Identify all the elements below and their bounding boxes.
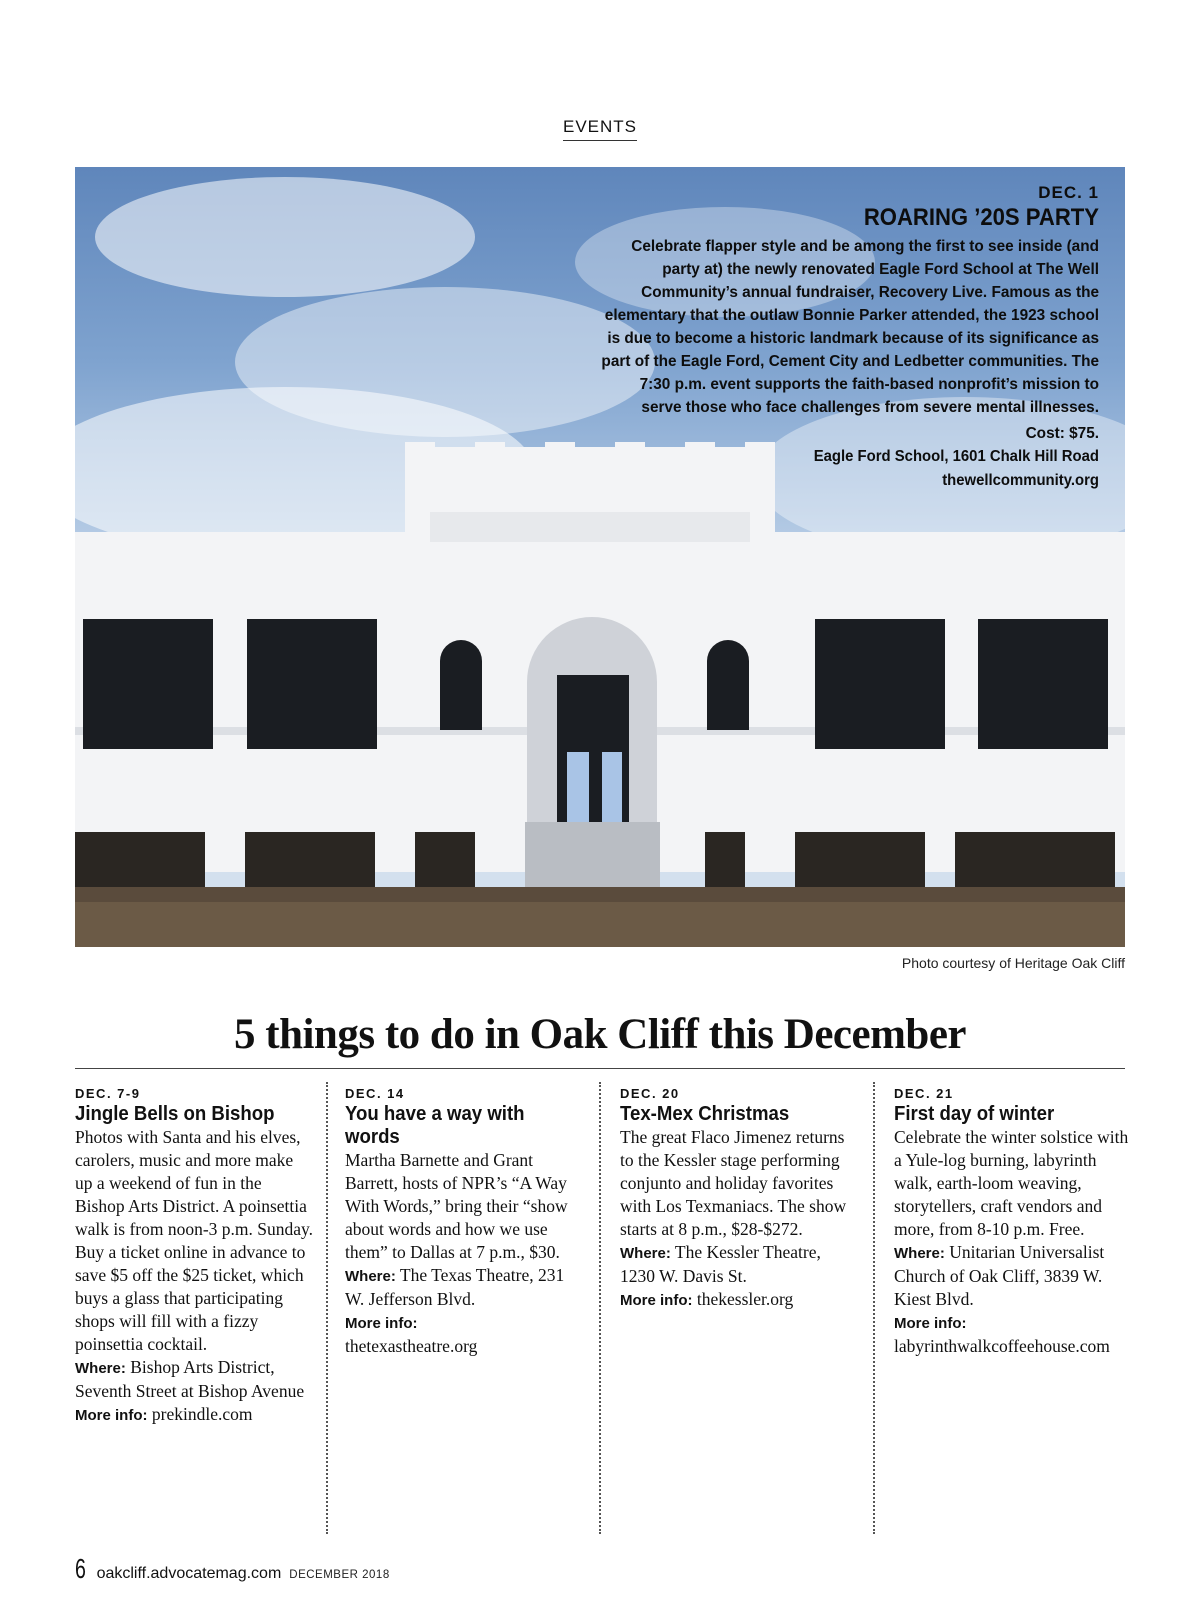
where-label: Where: bbox=[620, 1245, 671, 1262]
event-location: Bishop Arts District, Seventh Street at Bishop Avenue bbox=[75, 1357, 305, 1401]
event-website: prekindle.com bbox=[151, 1404, 253, 1424]
event-description: Photos with Santa and his elves, carolers, music and more make up a weekend of fun in the Bishop Arts District. A poinsettia walk is from noon-3 p.m. Sunday. Buy a ticket online in advance to save $5 off the $25 ticket, which buys a glass that participating shops will fill with a fizzy poinsettia cocktail. bbox=[75, 1127, 314, 1354]
event-date: DEC. 14 bbox=[345, 1086, 405, 1101]
page-number: 6 bbox=[75, 1553, 86, 1584]
event-date: DEC. 21 bbox=[894, 1086, 954, 1101]
event-date: DEC. 7-9 bbox=[75, 1086, 141, 1101]
event-website: thekessler.org bbox=[696, 1289, 794, 1309]
event-title: Tex-Mex Christmas bbox=[620, 1103, 790, 1125]
column-divider bbox=[873, 1082, 875, 1534]
featured-event-title: ROARING ’20S PARTY bbox=[863, 204, 1099, 231]
where-label: Where: bbox=[75, 1360, 126, 1377]
featured-event-website: thewellcommunity.org bbox=[942, 472, 1099, 489]
event-title: Jingle Bells on Bishop bbox=[75, 1103, 275, 1125]
featured-event-date: DEC. 1 bbox=[1038, 183, 1099, 202]
featured-event-location: Eagle Ford School, 1601 Chalk Hill Road bbox=[813, 448, 1099, 465]
where-label: Where: bbox=[345, 1268, 396, 1285]
event-description: Celebrate the winter solstice with a Yule-log burning, labyrinth walk, earth-loom weaving, storytellers, craft vendors and more, from 8-10 p.m. Free. bbox=[894, 1127, 1129, 1239]
column-divider bbox=[326, 1082, 328, 1534]
event-date: DEC. 20 bbox=[620, 1086, 680, 1101]
event-item bbox=[620, 1086, 858, 1312]
event-website: labyrinthwalkcoffeehouse.com bbox=[894, 1336, 1110, 1356]
info-label: More info: bbox=[894, 1315, 967, 1332]
section-label: EVENTS bbox=[0, 117, 1200, 141]
featured-event-cost: Cost: $75. bbox=[1025, 425, 1099, 442]
info-label: More info: bbox=[620, 1292, 693, 1309]
page-footer bbox=[75, 1553, 390, 1585]
event-location: Unitarian Universalist Church of Oak Cliff, 3839 W. Kiest Blvd. bbox=[894, 1242, 1105, 1309]
event-title: First day of winter bbox=[894, 1103, 1055, 1125]
footer-site: oakcliff.advocatemag.com bbox=[96, 1565, 282, 1582]
featured-event bbox=[579, 183, 1099, 493]
featured-event-description: Celebrate flapper style and be among the first to see inside (and party at) the newly renovated Eagle Ford School at The Well Community’s annual fundraiser, Recovery Live. Famous as the elementary that the outlaw Bonnie Parker attended, the 1923 school is due to become a historic landmark because of its significance as part of the Eagle Ford, Cement City and Ledbetter communities. The 7:30 p.m. event supports the faith-based nonprofit’s mission to serve those who face challenges from severe mental illnesses. bbox=[601, 238, 1099, 416]
info-label: More info: bbox=[345, 1315, 418, 1332]
event-website: thetexastheatre.org bbox=[345, 1336, 478, 1356]
where-label: Where: bbox=[894, 1245, 945, 1262]
event-item bbox=[75, 1086, 313, 1427]
page-title: 5 things to do in Oak Cliff this December bbox=[234, 1011, 966, 1058]
event-item bbox=[345, 1086, 583, 1358]
event-location: The Kessler Theatre, 1230 W. Davis St. bbox=[620, 1242, 821, 1286]
event-description: Martha Barnette and Grant Barrett, hosts of NPR’s “A Way With Words,” bring their “show about words and how we use them” to Dallas at 7 p.m., $30. bbox=[345, 1150, 568, 1262]
event-title: You have a way with words bbox=[345, 1103, 525, 1148]
event-description: The great Flaco Jimenez returns to the Kessler stage performing conjunto and holiday favorites with Los Texmaniacs. The show starts at 8 p.m., $28-$272. bbox=[620, 1127, 847, 1239]
info-label: More info: bbox=[75, 1407, 148, 1424]
column-divider bbox=[599, 1082, 601, 1534]
event-location: The Texas Theatre, 231 W. Jefferson Blvd. bbox=[345, 1265, 565, 1309]
photo-credit: Photo courtesy of Heritage Oak Cliff bbox=[901, 955, 1125, 971]
event-item bbox=[894, 1086, 1132, 1358]
footer-issue: DECEMBER 2018 bbox=[289, 1569, 390, 1581]
headline-divider bbox=[75, 1068, 1125, 1069]
hero-photo bbox=[75, 167, 1125, 947]
